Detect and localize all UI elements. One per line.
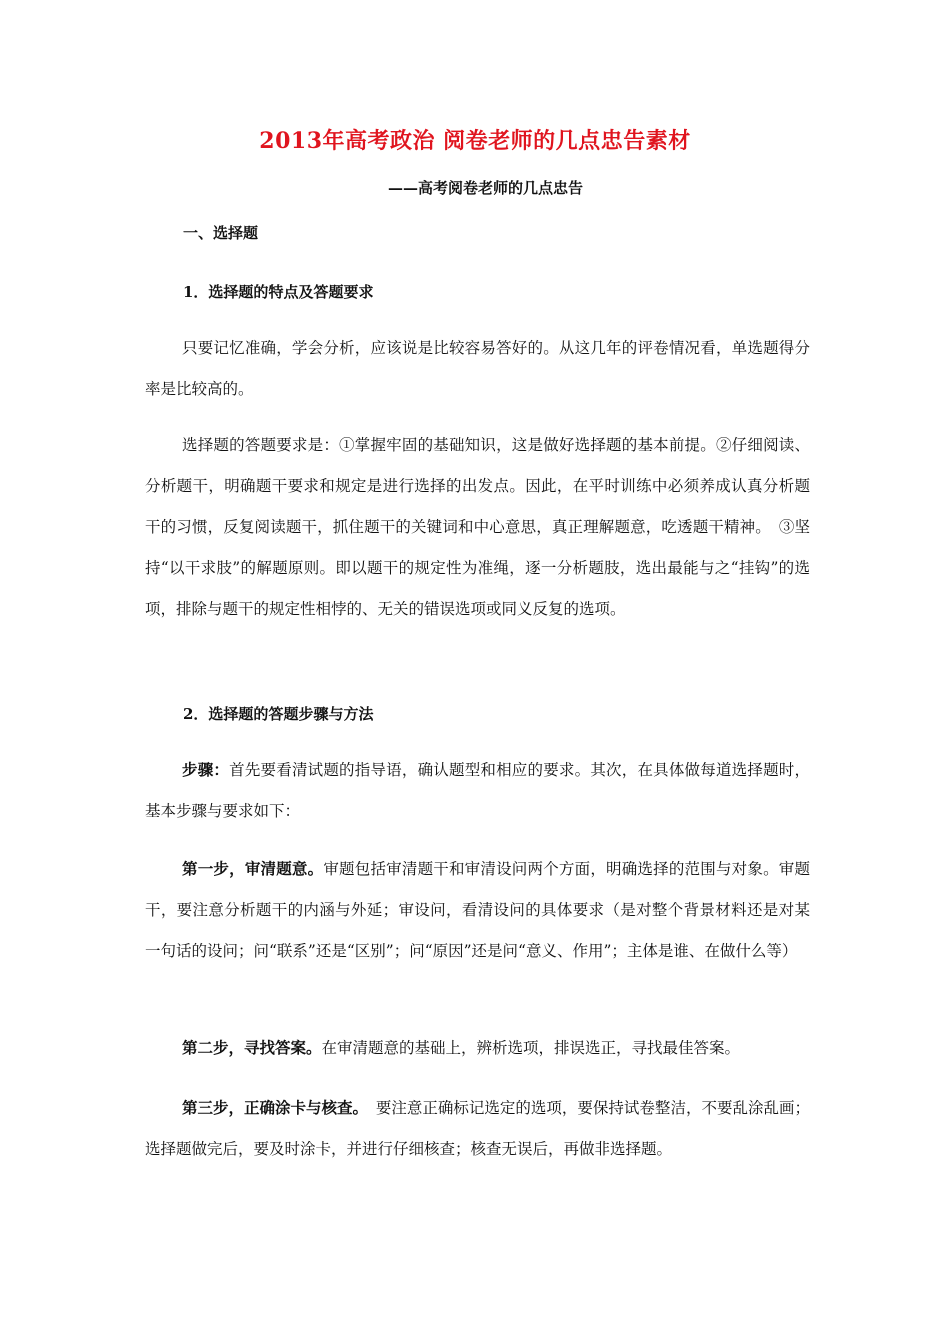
paragraph-requirements: 选择题的答题要求是：①掌握牢固的基础知识，这是做好选择题的基本前提。②仔细阅读、分析题干，明确题干要求和规定是进行选择的出发点。因此，在平时训练中必须养成认真分析题干的习惯，反复阅读题干，抓住题干的关键词和中心意思，真正理解题意，吃透题干精神。 ③坚持“以干求肢”的解题原则。即以题干的规定性为准绳，逐一分析题肢，选出最能与之“挂钩”的选项，排除与题干的规定性相悖的、无关的错误选项或同义反复的选项。 (145, 436, 810, 618)
paragraph-step-3 (145, 1087, 810, 1170)
steps-intro-lead: 步骤： (182, 760, 230, 779)
paragraph-features: 只要记忆准确，学会分析，应该说是比较容易答好的。从这几年的评卷情况看，单选题得分率是比较高的。 (145, 339, 810, 398)
step-3-lead: 第三步，正确涂卡与核查。 (182, 1098, 361, 1117)
subsection-heading-features: 1．选择题的特点及答题要求 (183, 283, 374, 301)
step-1-text: 审题包括审清题干和审清设问两个方面，明确选择的范围与对象。审题干，要注意分析题干的内涵与外延；审设问，看清设问的具体要求（是对整个背景材料还是对某一句话的设问；问“联系”还是“区别”；问“原因”还是问“意义、作用”；主体是谁、在做什么等） (145, 860, 810, 960)
step-2-text: 在审清题意的基础上，辨析选项，排误选正，寻找最佳答案。 (321, 1039, 741, 1057)
paragraph-step-1 (145, 848, 810, 972)
paragraph-steps-intro (145, 749, 810, 832)
step-2-lead: 第二步，寻找答案。 (182, 1038, 322, 1057)
document-title: 2013年高考政治 阅卷老师的几点忠告素材 (259, 128, 691, 154)
subsection-heading-steps: 2．选择题的答题步骤与方法 (183, 705, 374, 723)
step-3-text: 要注意正确标记选定的选项，要保持试卷整洁，不要乱涂乱画；选择题做完后，要及时涂卡，并进行仔细核查；核查无误后，再做非选择题。 (145, 1099, 810, 1158)
document-subtitle: ——高考阅卷老师的几点忠告 (388, 179, 584, 197)
paragraph-step-2 (145, 1027, 810, 1069)
steps-intro-text: 首先要看清试题的指导语，确认题型和相应的要求。其次，在具体做每道选择题时，基本步骤与要求如下： (145, 761, 810, 820)
section-heading-choice-questions: 一、选择题 (183, 224, 259, 242)
step-1-lead: 第一步，审清题意。 (182, 859, 324, 878)
